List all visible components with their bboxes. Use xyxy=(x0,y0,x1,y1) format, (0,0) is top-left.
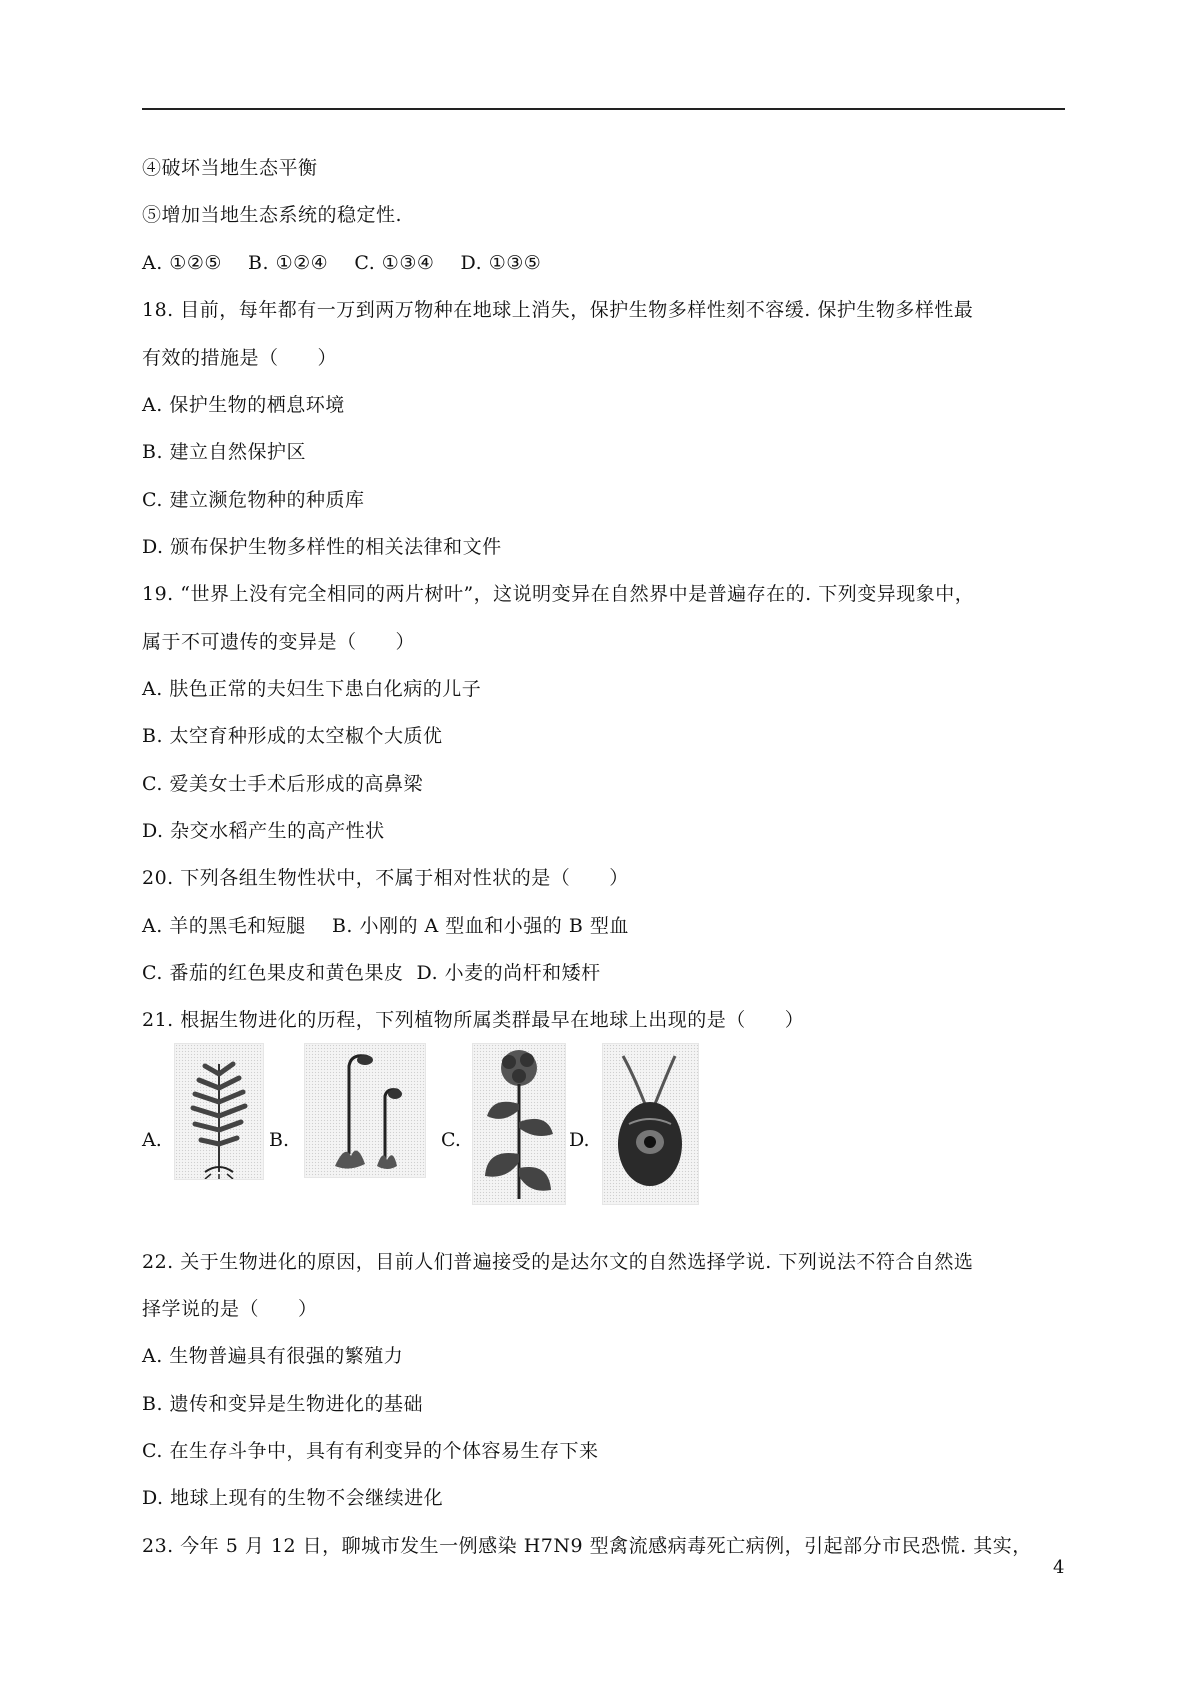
q20-stem: 20. 下列各组生物性状中，不属于相对性状的是（ ） xyxy=(142,867,629,889)
q19-option-c: C. 爱美女士手术后形成的高鼻梁 xyxy=(142,773,423,795)
q19-option-a: A. 肤色正常的夫妇生下患白化病的儿子 xyxy=(142,678,482,700)
q22-option-c: C. 在生存斗争中，具有有利变异的个体容易生存下来 xyxy=(142,1440,599,1462)
q22-option-b: B. 遗传和变异是生物进化的基础 xyxy=(142,1393,424,1415)
page-number: 4 xyxy=(1053,1557,1065,1578)
q23-stem-line1: 23. 今年 5 月 12 日，聊城市发生一例感染 H7N9 型禽流感病毒死亡病例，引起部分市民恐慌. 其实， xyxy=(142,1535,1032,1557)
q22-option-a: A. 生物普遍具有很强的繁殖力 xyxy=(142,1345,404,1367)
q21-stem: 21. 根据生物进化的历程，下列植物所属类群最早在地球上出现的是（ ） xyxy=(142,1009,805,1031)
statement-4: ④破坏当地生态平衡 xyxy=(142,157,318,179)
flowering-plant-image xyxy=(472,1043,566,1205)
alga-cell-image xyxy=(602,1043,699,1205)
q18-stem-line1: 18. 目前，每年都有一万到两万物种在地球上消失，保护生物多样性刻不容缓. 保护生物多样性最 xyxy=(142,299,974,321)
q20-options-cd: C. 番茄的红色果皮和黄色果皮 D. 小麦的尚杆和矮杆 xyxy=(142,962,601,984)
q21-option-c-label: C. xyxy=(441,1129,461,1151)
q22-stem-line1: 22. 关于生物进化的原因，目前人们普遍接受的是达尔文的自然选择学说. 下列说法不符合自然选 xyxy=(142,1251,974,1273)
q21-option-a-label: A. xyxy=(142,1129,162,1151)
q20-options-ab: A. 羊的黑毛和短腿 B. 小刚的 A 型血和小强的 B 型血 xyxy=(142,915,629,937)
q18-option-c: C. 建立濒危物种的种质库 xyxy=(142,489,365,511)
statement-5: ⑤增加当地生态系统的稳定性. xyxy=(142,204,403,226)
q17-options: A. ①②⑤ B. ①②④ C. ①③④ D. ①③⑤ xyxy=(142,252,542,274)
q22-stem-line2: 择学说的是（ ） xyxy=(142,1298,318,1320)
q18-option-b: B. 建立自然保护区 xyxy=(142,441,307,463)
q18-stem-line2: 有效的措施是（ ） xyxy=(142,347,338,369)
moss-plant-image xyxy=(304,1043,426,1178)
q19-stem-line1: 19. “世界上没有完全相同的两片树叶”，这说明变异在自然界中是普遍存在的. 下列变异现象中， xyxy=(142,583,975,605)
q22-option-d: D. 地球上现有的生物不会继续进化 xyxy=(142,1487,444,1509)
q19-option-b: B. 太空育种形成的太空椒个大质优 xyxy=(142,725,443,747)
q19-option-d: D. 杂交水稻产生的高产性状 xyxy=(142,820,385,842)
q21-option-d-label: D. xyxy=(569,1129,590,1151)
q18-option-d: D. 颁布保护生物多样性的相关法律和文件 xyxy=(142,536,502,558)
fern-plant-image xyxy=(174,1043,264,1180)
q18-option-a: A. 保护生物的栖息环境 xyxy=(142,394,345,416)
q19-stem-line2: 属于不可遗传的变异是（ ） xyxy=(142,631,416,653)
header-rule xyxy=(142,108,1065,110)
q21-option-b-label: B. xyxy=(269,1129,290,1151)
